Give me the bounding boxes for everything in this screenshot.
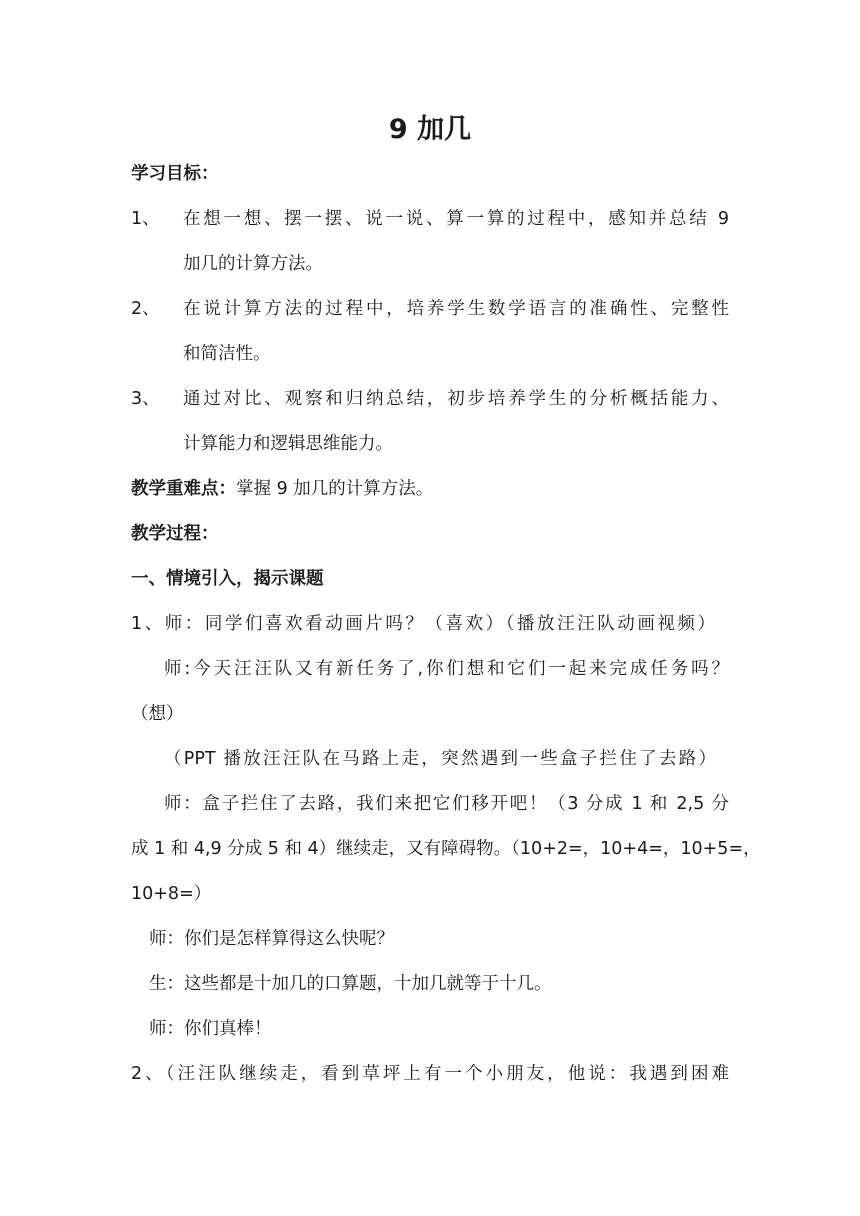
paragraph-8: 2、（汪汪队继续走，看到草坪上有一个小朋友，他说：我遇到困难 bbox=[131, 1064, 729, 1084]
document-title: 9 加几 bbox=[388, 114, 472, 145]
paragraph-1: 1、师：同学们喜欢看动画片吗？（喜欢）（播放汪汪队动画视频） bbox=[131, 614, 715, 634]
paragraph-7: 师：你们真棒！ bbox=[149, 1019, 272, 1039]
objective-2-line1: 在说计算方法的过程中，培养学生数学语言的准确性、完整性 bbox=[183, 299, 729, 319]
paragraph-6: 生：这些都是十加几的口算题，十加几就等于十几。 bbox=[149, 974, 552, 994]
paragraph-2-line2: （想） bbox=[131, 704, 184, 724]
objective-number-2: 2、 bbox=[131, 299, 160, 319]
objective-2-line2: 和简洁性。 bbox=[183, 344, 271, 364]
paragraph-3: （PPT 播放汪汪队在马路上走，突然遇到一些盒子拦住了去路） bbox=[164, 749, 716, 769]
objectives-heading: 学习目标： bbox=[131, 164, 219, 184]
paragraph-5: 师：你们是怎样算得这么快呢？ bbox=[149, 929, 394, 949]
key-points-label: 教学重难点： bbox=[131, 479, 236, 499]
objective-1-line2: 加几的计算方法。 bbox=[183, 254, 323, 274]
objective-number-1: 1、 bbox=[131, 209, 160, 229]
objective-3-line2: 计算能力和逻辑思维能力。 bbox=[183, 434, 393, 454]
objective-3-line1: 通过对比、观察和归纳总结，初步培养学生的分析概括能力、 bbox=[183, 389, 729, 409]
paragraph-4-line1: 师：盒子拦住了去路，我们来把它们移开吧！（3 分成 1 和 2,5 分 bbox=[164, 794, 729, 814]
key-points-text: 掌握 9 加几的计算方法。 bbox=[236, 479, 434, 499]
objective-1-line1: 在想一想、摆一摆、说一说、算一算的过程中，感知并总结 9 bbox=[183, 209, 729, 229]
process-heading: 教学过程： bbox=[131, 524, 219, 544]
key-points bbox=[131, 477, 433, 501]
paragraph-4-line3: 10+8=） bbox=[131, 884, 212, 904]
paragraph-4-line2: 成 1 和 4,9 分成 5 和 4）继续走，又有障碍物。（10+2=，10+4=，10+5=， bbox=[131, 839, 761, 859]
paragraph-2-line1: 师:今天汪汪队又有新任务了,你们想和它们一起来完成任务吗？ bbox=[164, 659, 729, 679]
objective-number-3: 3、 bbox=[131, 389, 160, 409]
section-1-heading: 一、情境引入，揭示课题 bbox=[131, 569, 324, 589]
